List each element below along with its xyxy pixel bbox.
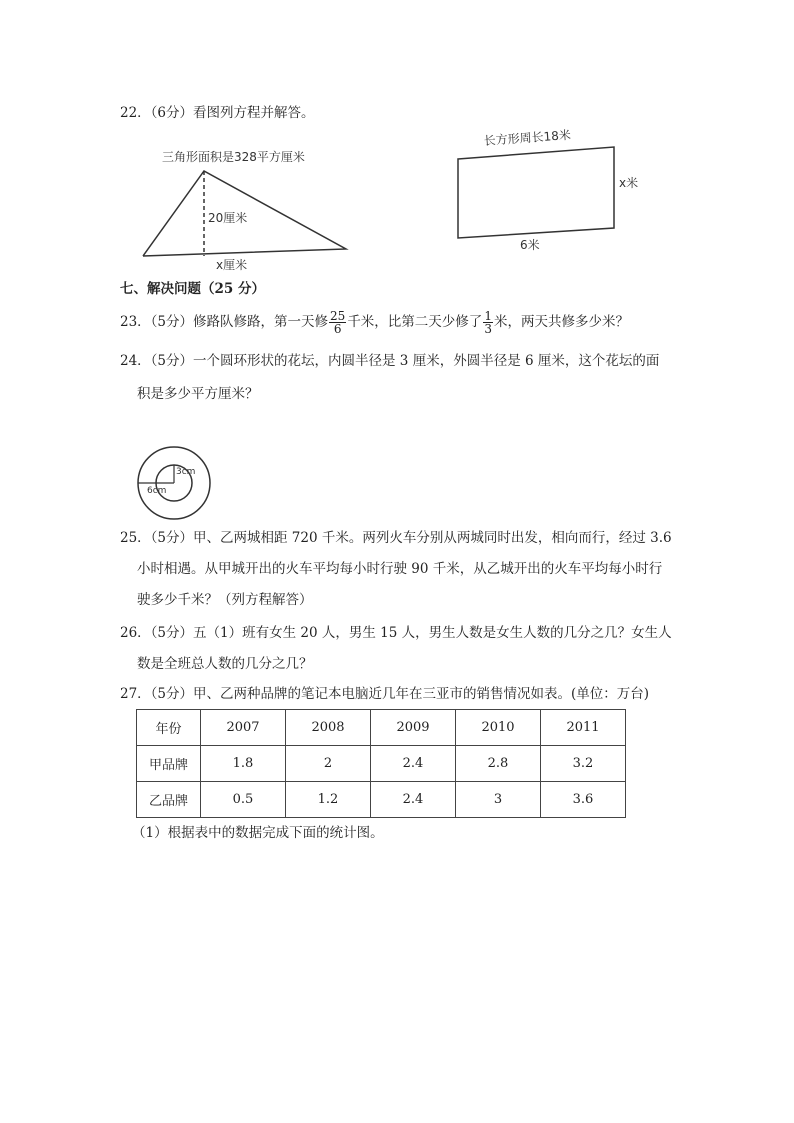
triangle-figure [138, 140, 358, 275]
table-cell: 3.2 [541, 746, 626, 782]
table-cell: 2007 [201, 710, 286, 746]
triangle-height-label: 20厘米 [208, 211, 248, 225]
table-cell: 甲品牌 [137, 746, 201, 782]
table-cell: 2008 [286, 710, 371, 746]
q23-text-before: 23．（5分）修路队修路，第一天修 [120, 314, 329, 330]
fraction-numerator: 25 [330, 309, 346, 323]
fraction-1-3 [483, 310, 493, 335]
q23-text-after: 米，两天共修多少米？ [493, 314, 629, 330]
q25-line1: 25．（5分）甲、乙两城相距 720 千米。两列火车分别从两城同时出发，相向而行，经过 3.6 [120, 530, 672, 546]
fraction-numerator: 1 [484, 309, 492, 323]
table-cell: 2.4 [371, 782, 456, 818]
q25-line2: 小时相遇。从甲城开出的火车平均每小时行驶 90 千米，从乙城开出的火车平均每小时行 [137, 561, 663, 577]
q23-text-middle: 千米，比第二天少修了 [347, 314, 483, 330]
fraction-denominator: 6 [333, 322, 342, 336]
q24-line2: 积是多少平方厘米？ [137, 386, 259, 402]
table-cell: 2.4 [371, 746, 456, 782]
q27-sub1: （1）根据表中的数据完成下面的统计图。 [132, 825, 384, 841]
rectangle-figure [450, 128, 650, 253]
ring-figure [134, 443, 218, 527]
table-cell: 1.2 [286, 782, 371, 818]
q26-line2: 数是全班总人数的几分之几？ [137, 656, 313, 672]
rectangle-perimeter-label: 长方形周长18米 [483, 128, 572, 148]
table-cell: 2 [286, 746, 371, 782]
rectangle-bottom-label: 6米 [520, 238, 540, 252]
table-cell: 0.5 [201, 782, 286, 818]
table-cell: 2009 [371, 710, 456, 746]
triangle-base-label: x厘米 [216, 258, 248, 272]
q23 [120, 307, 629, 337]
sales-table [136, 709, 626, 818]
q27-line1: 27．（5分）甲、乙两种品牌的笔记本电脑近几年在三亚市的销售情况如表。(单位：万台) [120, 686, 650, 702]
rectangle-shape [458, 147, 614, 238]
table-row [137, 746, 626, 782]
table-cell: 2011 [541, 710, 626, 746]
q22-label: 22．（6分）看图列方程并解答。 [120, 105, 315, 121]
table-cell: 1.8 [201, 746, 286, 782]
table-cell: 3 [456, 782, 541, 818]
section-title: 七、解决问题（25 分） [120, 281, 265, 297]
table-cell: 乙品牌 [137, 782, 201, 818]
outer-radius-label: 6cm [147, 486, 167, 496]
rectangle-side-label: x米 [619, 176, 639, 190]
q24-line1: 24．（5分）一个圆环形状的花坛，内圆半径是 3 厘米，外圆半径是 6 厘米，这个花坛的面 [120, 353, 660, 369]
table-cell: 2010 [456, 710, 541, 746]
fraction-denominator: 3 [484, 322, 492, 336]
table-header-row [137, 710, 626, 746]
table-cell: 年份 [137, 710, 201, 746]
q26-line1: 26．（5分）五（1）班有女生 20 人，男生 15 人，男生人数是女生人数的几分之几？女生人 [120, 625, 672, 641]
table-row [137, 782, 626, 818]
inner-radius-label: 3cm [176, 467, 196, 477]
fraction-25-6 [329, 310, 346, 335]
table-cell: 3.6 [541, 782, 626, 818]
triangle-area-label: 三角形面积是328平方厘米 [162, 150, 305, 164]
q25-line3: 驶多少千米？（列方程解答） [137, 592, 313, 608]
table-cell: 2.8 [456, 746, 541, 782]
